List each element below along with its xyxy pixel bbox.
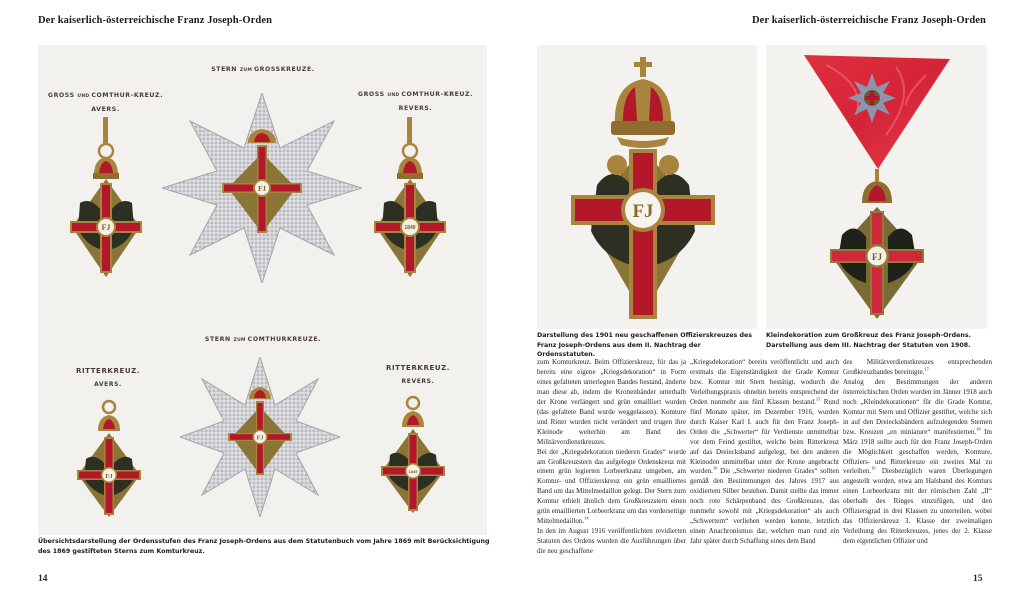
label-text: COMTHUR-KREUZ. (401, 91, 474, 98)
paragraph-text: Rund fünf Monate später, im Dezember 1916, wurden durch Kaiser Karl I. auch für den Franz Joseph-Orden die „Schwerter“ für Verdienste unmittelbar vor dem Feind gestiftet, welche beim Ritterkreuz auf das Dreiecksband aufgelegt, bei den anderen Kleinoden unmittelbar unter der Krone angebracht wurden. (690, 397, 839, 476)
paragraph-text: Analog den Bestimmungen der anderen österreichischen Orden wurden im Jänner 1918 auch noch „Kleindekorationen“ für die Grade Komtur, Komtur mit Stern und Offizier gestiftet, welche sich in auf den Dreiecksbändern aufzulegenden Sternen bzw. Kreuzen „en miniature“ manifestierten. (843, 377, 992, 436)
figure-caption-small-decoration: Kleindekoration zum Großkreuz des Franz Joseph-Ordens. Darstellung aus dem III. Nachtrag der Statuten von 1908. (766, 332, 971, 349)
label-text: REVERS. (398, 105, 433, 112)
label-grand-cross-revers (348, 88, 483, 115)
label-text: STERN (204, 336, 234, 343)
medallion-text: FJ (105, 473, 113, 480)
paragraph: In den im August 1916 veröffentlichten revidierten Statuten des Ordens wurden die Ausführungen über die neu geschaffene (537, 527, 686, 556)
order-plate-illustration (38, 45, 487, 535)
running-head-right: Der kaiserlich-österreichische Franz Joseph-Orden (751, 15, 986, 26)
medallion-text: FJ (256, 435, 264, 442)
plate-caption: Übersichtsdarstellung der Ordensstufen des Franz Joseph-Ordens aus dem Statutenbuch vom Jahre 1869 mit Berücksichtigung des 1869 gestifteten Sterns zum Komturkreuz. (38, 538, 490, 555)
figure-caption-officer-cross: Darstellung des 1901 neu geschaffenen Offizierskreuzes des Franz Joseph-Ordens aus dem II. Nachtrag der Ordensstatuten. (537, 332, 753, 359)
footnote-ref[interactable]: 15 (815, 396, 821, 402)
grand-cross-avers-medal (66, 117, 146, 279)
medallion-text: FJ (258, 185, 266, 193)
paragraph-text: des Militärverdienstkreuzes entsprechenden Großkreuzbandes bereinigte. (843, 358, 992, 376)
label-text-small: ZUM (239, 68, 254, 73)
officer-cross-1901-image (537, 45, 757, 329)
medallion-text: FJ (872, 252, 882, 262)
grand-cross-star-medal (162, 93, 362, 283)
paragraph (690, 358, 839, 547)
grand-cross-small-decoration-image (766, 45, 987, 329)
paragraph-text: Im März 1918 sollte auch für den Franz Joseph-Orden die Möglichkeit geschaffen werden, Komture, Offiziers- und Ritterkreuze ein zweites Mal zu verleihen. (843, 427, 993, 476)
text-column-3 (843, 358, 992, 547)
paragraph-text: Die „Schwerter niederen Grades“ sollten gemäß den Bestimmungen des Jahres 1917 aus oxidiertem Silber bestehen. Damit stellte das immer noch rote Schärpenband des Großkreuzes, das nunmehr sowohl mit „Kriegsdekoration“ als auch „Schwertern“ verliehen werden konnte, letztlich einen Anachronismus dar, welchen man rund ein Jahr später durch Schaffung eines dem Band (690, 467, 839, 546)
medallion-text: FJ (101, 223, 111, 232)
page-number-left: 14 (38, 574, 48, 584)
label-text: AVERS. (91, 106, 120, 113)
officer-cross-icon (537, 45, 757, 329)
commander-cross-star-medal (180, 357, 340, 517)
knight-cross-avers-medal (74, 399, 144, 519)
footnote-ref[interactable]: 19 (870, 466, 876, 472)
paragraph: zum Komturkreuz. Beim Offizierskreuz, für das ja bereits eine eigene „Kriegsdekoration“ in Form eines gefalteten unterlegten Bandes bestand, änderte man diese ab, indem die Kronenbänder unterhalb der Krone verlängert und grün emailliert wurden (das gefaltete Band wurde weggelassen). Komture und Ritter wurden nicht verändert und trugen ihre Kleinode weiterhin am Band des Militärverdienstkreuzes. (537, 358, 686, 446)
label-grand-cross-avers (38, 89, 173, 116)
medallion-text: 1849 (408, 469, 418, 474)
label-text: COMTHURKREUZE. (247, 336, 322, 343)
label-text: COMTHUR-KREUZ. (91, 92, 164, 99)
paragraph-text: Bei der „Kriegsdekoration niederen Grades“ wurde am Großkreuzstern das aufgelegte Ordenskreuz mit einem grün legierten Lorbeerkranz umgeben, am Komtur- und Offizierskreuz ein grün emailliertes Band um das Mittelmedaillon gelegt. Der Stern zum Komtur erhielt ähnlich dem Großkreuzstern einen grün emaillierten Lorbeerkranz um das vorderseitige Mittelmedaillon. (537, 447, 686, 526)
triangle-ribbon-medal-icon (766, 45, 987, 329)
knight-cross-revers-medal (378, 395, 448, 515)
paragraph (843, 358, 992, 378)
label-text-small: ZUM (233, 338, 248, 343)
label-text: GROSS (47, 92, 78, 99)
grand-cross-revers-medal (370, 117, 450, 279)
label-text: STERN (211, 66, 240, 73)
label-text: GROSSKREUZE. (253, 66, 315, 73)
paragraph-text: Diesbezüglich waren Überlegungen angestellt worden, etwa am Halsband des Komturs einen Lorbeerkranz mit der römischen Zahl „II“ oberhalb des Ringes einzufügen, und den Offiziersgrad in drei Klassen zu unterteilen, wobei das Offizierskreuz 3. Klasse der zweimaligen Verleihung des Ritterkreuzes, jenes der 2. Klasse dem eigentlichen Offizier und (843, 467, 992, 546)
label-star-grand-cross (168, 63, 358, 77)
label-text: RITTERKREUZ. (385, 364, 451, 372)
crown-icon (93, 157, 119, 179)
running-head-left: Der kaiserlich-österreichische Franz Joseph-Orden (38, 15, 273, 26)
label-knight-cross-revers (358, 362, 478, 388)
text-column-1 (537, 358, 686, 557)
label-text: GROSS (357, 91, 388, 98)
text-column-2 (690, 358, 839, 547)
label-text: REVERS. (401, 378, 435, 385)
footnote-ref[interactable]: 17 (924, 366, 929, 372)
paragraph-text: „Kriegsdekoration“ bereits veröffentlicht und auch erstmals die Eigenständigkeit der Grade Komtur bzw. Komtur mit Stern bestätigt, wodurch die Verleihungspraxis ohnehin bereits entsprechend der Orden nunmehr aus fünf Klassen bestand. (690, 358, 839, 406)
label-knight-cross-avers (48, 365, 168, 391)
label-star-commander-cross (168, 333, 358, 347)
footnote-ref[interactable]: 18 (976, 426, 981, 432)
paragraph (843, 378, 992, 547)
paragraph (537, 448, 686, 528)
footnote-ref[interactable]: 14 (584, 515, 589, 521)
medallion-text: 1849 (404, 225, 416, 231)
medallion-text: FJ (632, 201, 654, 222)
label-text: AVERS. (94, 381, 122, 388)
label-text-small: UND (77, 94, 92, 99)
page-number-right: 15 (973, 574, 983, 584)
label-text: RITTERKREUZ. (75, 367, 141, 375)
label-text-small: UND (387, 93, 402, 98)
footnote-ref[interactable]: 16 (712, 466, 718, 472)
